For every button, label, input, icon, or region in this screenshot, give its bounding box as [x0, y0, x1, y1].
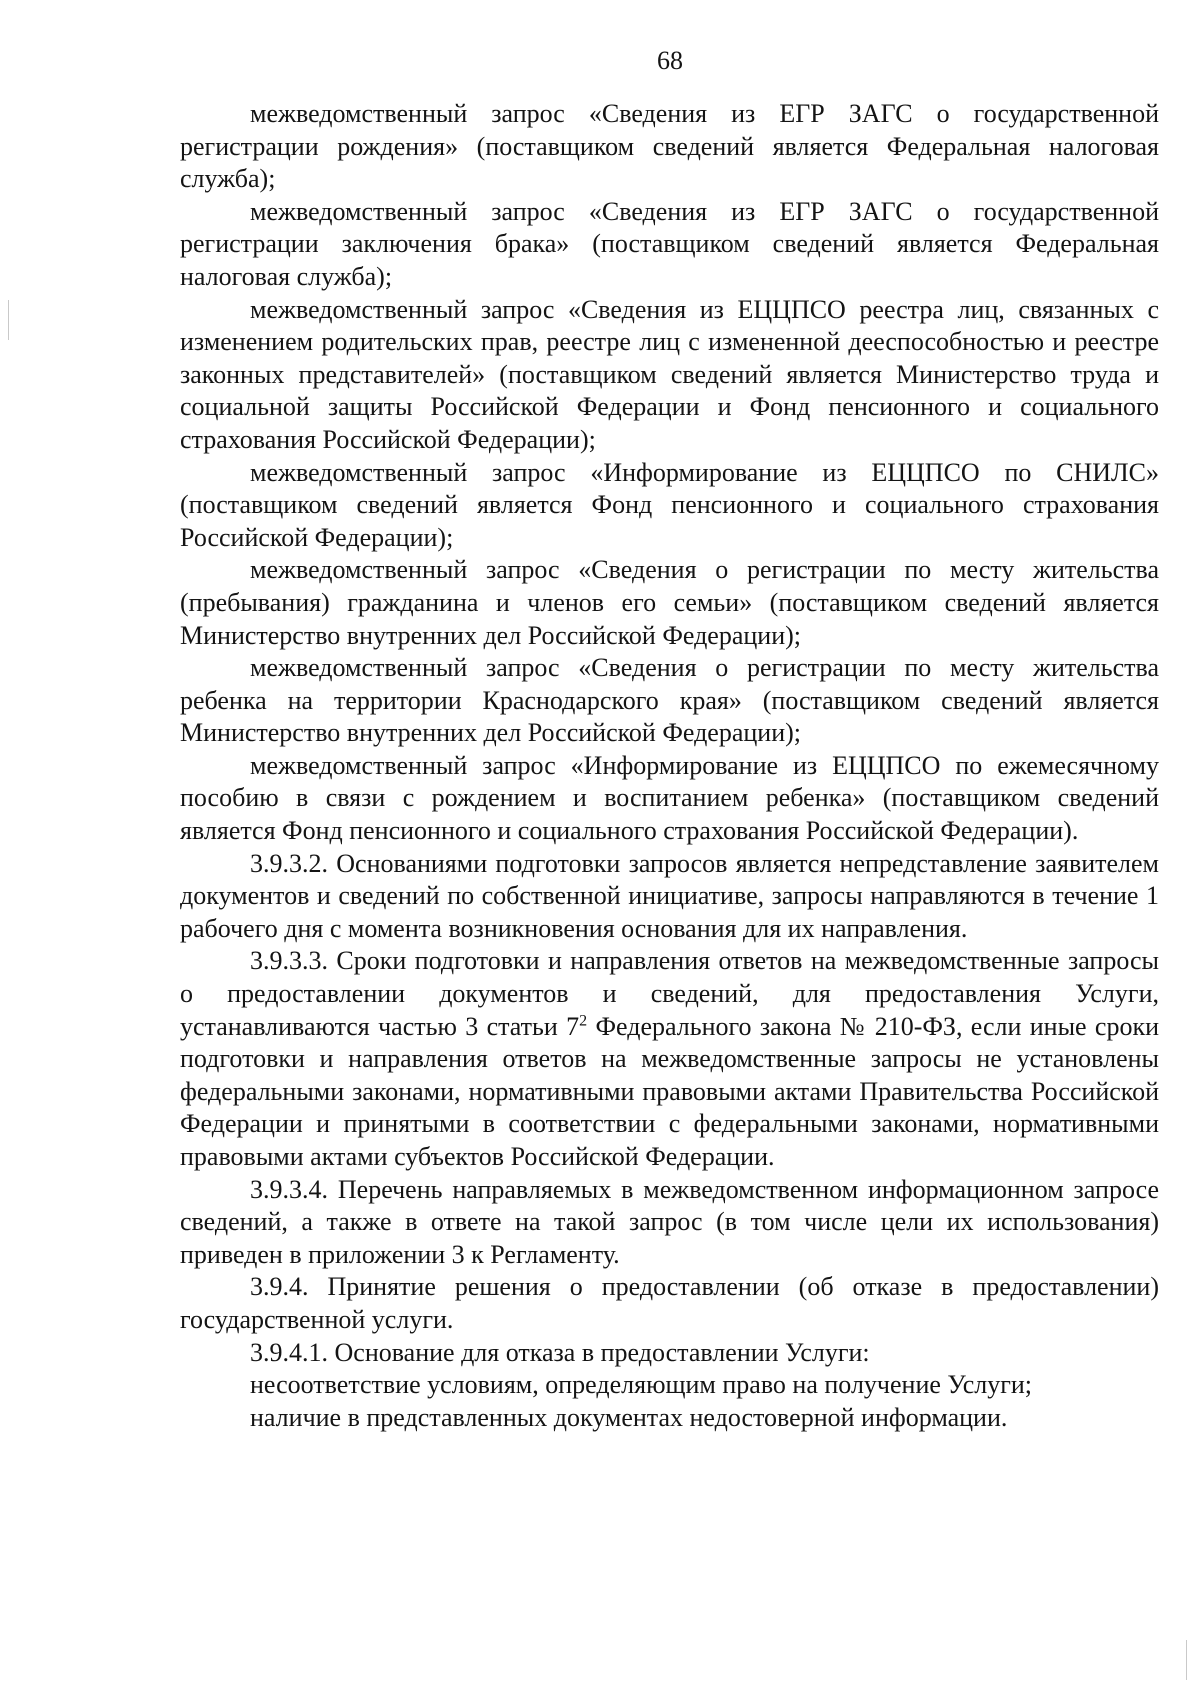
- paragraph: межведомственный запрос «Сведения о регистрации по месту жительства ребенка на территории Краснодарского края» (поставщиком сведений является Министерство внутренних дел Российской Федерации);: [180, 653, 1159, 748]
- paragraph: 3.9.4. Принятие решения о предоставлении (об отказе в предоставлении) государственной услуги.: [180, 1272, 1159, 1334]
- paragraph: 3.9.3.2. Основаниями подготовки запросов является непредставление заявителем документов и сведений по собственной инициативе, запросы направляются в течение 1 рабочего дня с момента возникновения основания для их направления.: [180, 848, 1159, 943]
- paragraph: межведомственный запрос «Сведения из ЕЦЦПСО реестра лиц, связанных с изменением родительских прав, реестре лиц с измененной дееспособностью и реестре законных представителей» (поставщиком сведений является Министерство труда и социальной защиты Российской Федерации и Фонд пенсионного и социального страхования Российской Федерации);: [180, 294, 1159, 454]
- page-number: 68: [657, 46, 683, 75]
- scan-edge-mark: [8, 300, 9, 340]
- paragraph: межведомственный запрос «Информирование из ЕЦЦПСО по ежемесячному пособию в связи с рождением и воспитанием ребенка» (поставщиком сведений является Фонд пенсионного и социального страхования Российской Федерации).: [180, 750, 1159, 846]
- paragraph: межведомственный запрос «Сведения о регистрации по месту жительства (пребывания) гражданина и членов его семьи» (поставщиком сведений является Министерство внутренних дел Российской Федерации);: [180, 555, 1159, 650]
- superscript: 2: [579, 1011, 588, 1029]
- paragraph: 3.9.3.4. Перечень направляемых в межведомственном информационном запросе сведений, а также в ответе на такой запрос (в том числе цели их использования) приведен в приложении 3 к Регламенту.: [180, 1174, 1159, 1269]
- paragraph-deadlines: [180, 945, 1159, 1173]
- paragraph: межведомственный запрос «Информирование из ЕЦЦПСО по СНИЛС» (поставщиком сведений является Фонд пенсионного и социального страхования Российской Федерации);: [180, 457, 1159, 552]
- document-body: [180, 98, 1159, 1434]
- scan-edge-mark: [1186, 1640, 1187, 1680]
- paragraph: межведомственный запрос «Сведения из ЕГР ЗАГС о государственной регистрации заключения брака» (поставщиком сведений является Федеральная налоговая служба);: [180, 196, 1159, 291]
- list-line: 3.9.4.1. Основание для отказа в предоставлении Услуги:: [250, 1337, 870, 1367]
- paragraph: межведомственный запрос «Сведения из ЕГР ЗАГС о государственной регистрации рождения» (поставщиком сведений является Федеральная налоговая служба);: [180, 99, 1159, 194]
- list-line: несоответствие условиям, определяющим право на получение Услуги;: [250, 1370, 1033, 1400]
- list-line: наличие в представленных документах недостоверной информации.: [250, 1402, 1008, 1432]
- paragraph-text: Федерального закона № 210-ФЗ, если иные сроки подготовки и направления ответов на межведомственные запросы не установлены федеральными законами, нормативными правовыми актами Правительства Российской Федерации и принятыми в соответствии с федеральными законами, нормативными правовыми актами субъектов Российской Федерации.: [180, 1011, 1160, 1171]
- paragraph-text: 3.9.3.3. Сроки подготовки и направления ответов на межведомственные запросы о предоставлении документов и сведений, для предоставления Услуги, устанавливаются частью 3 статьи 7: [180, 946, 1159, 1041]
